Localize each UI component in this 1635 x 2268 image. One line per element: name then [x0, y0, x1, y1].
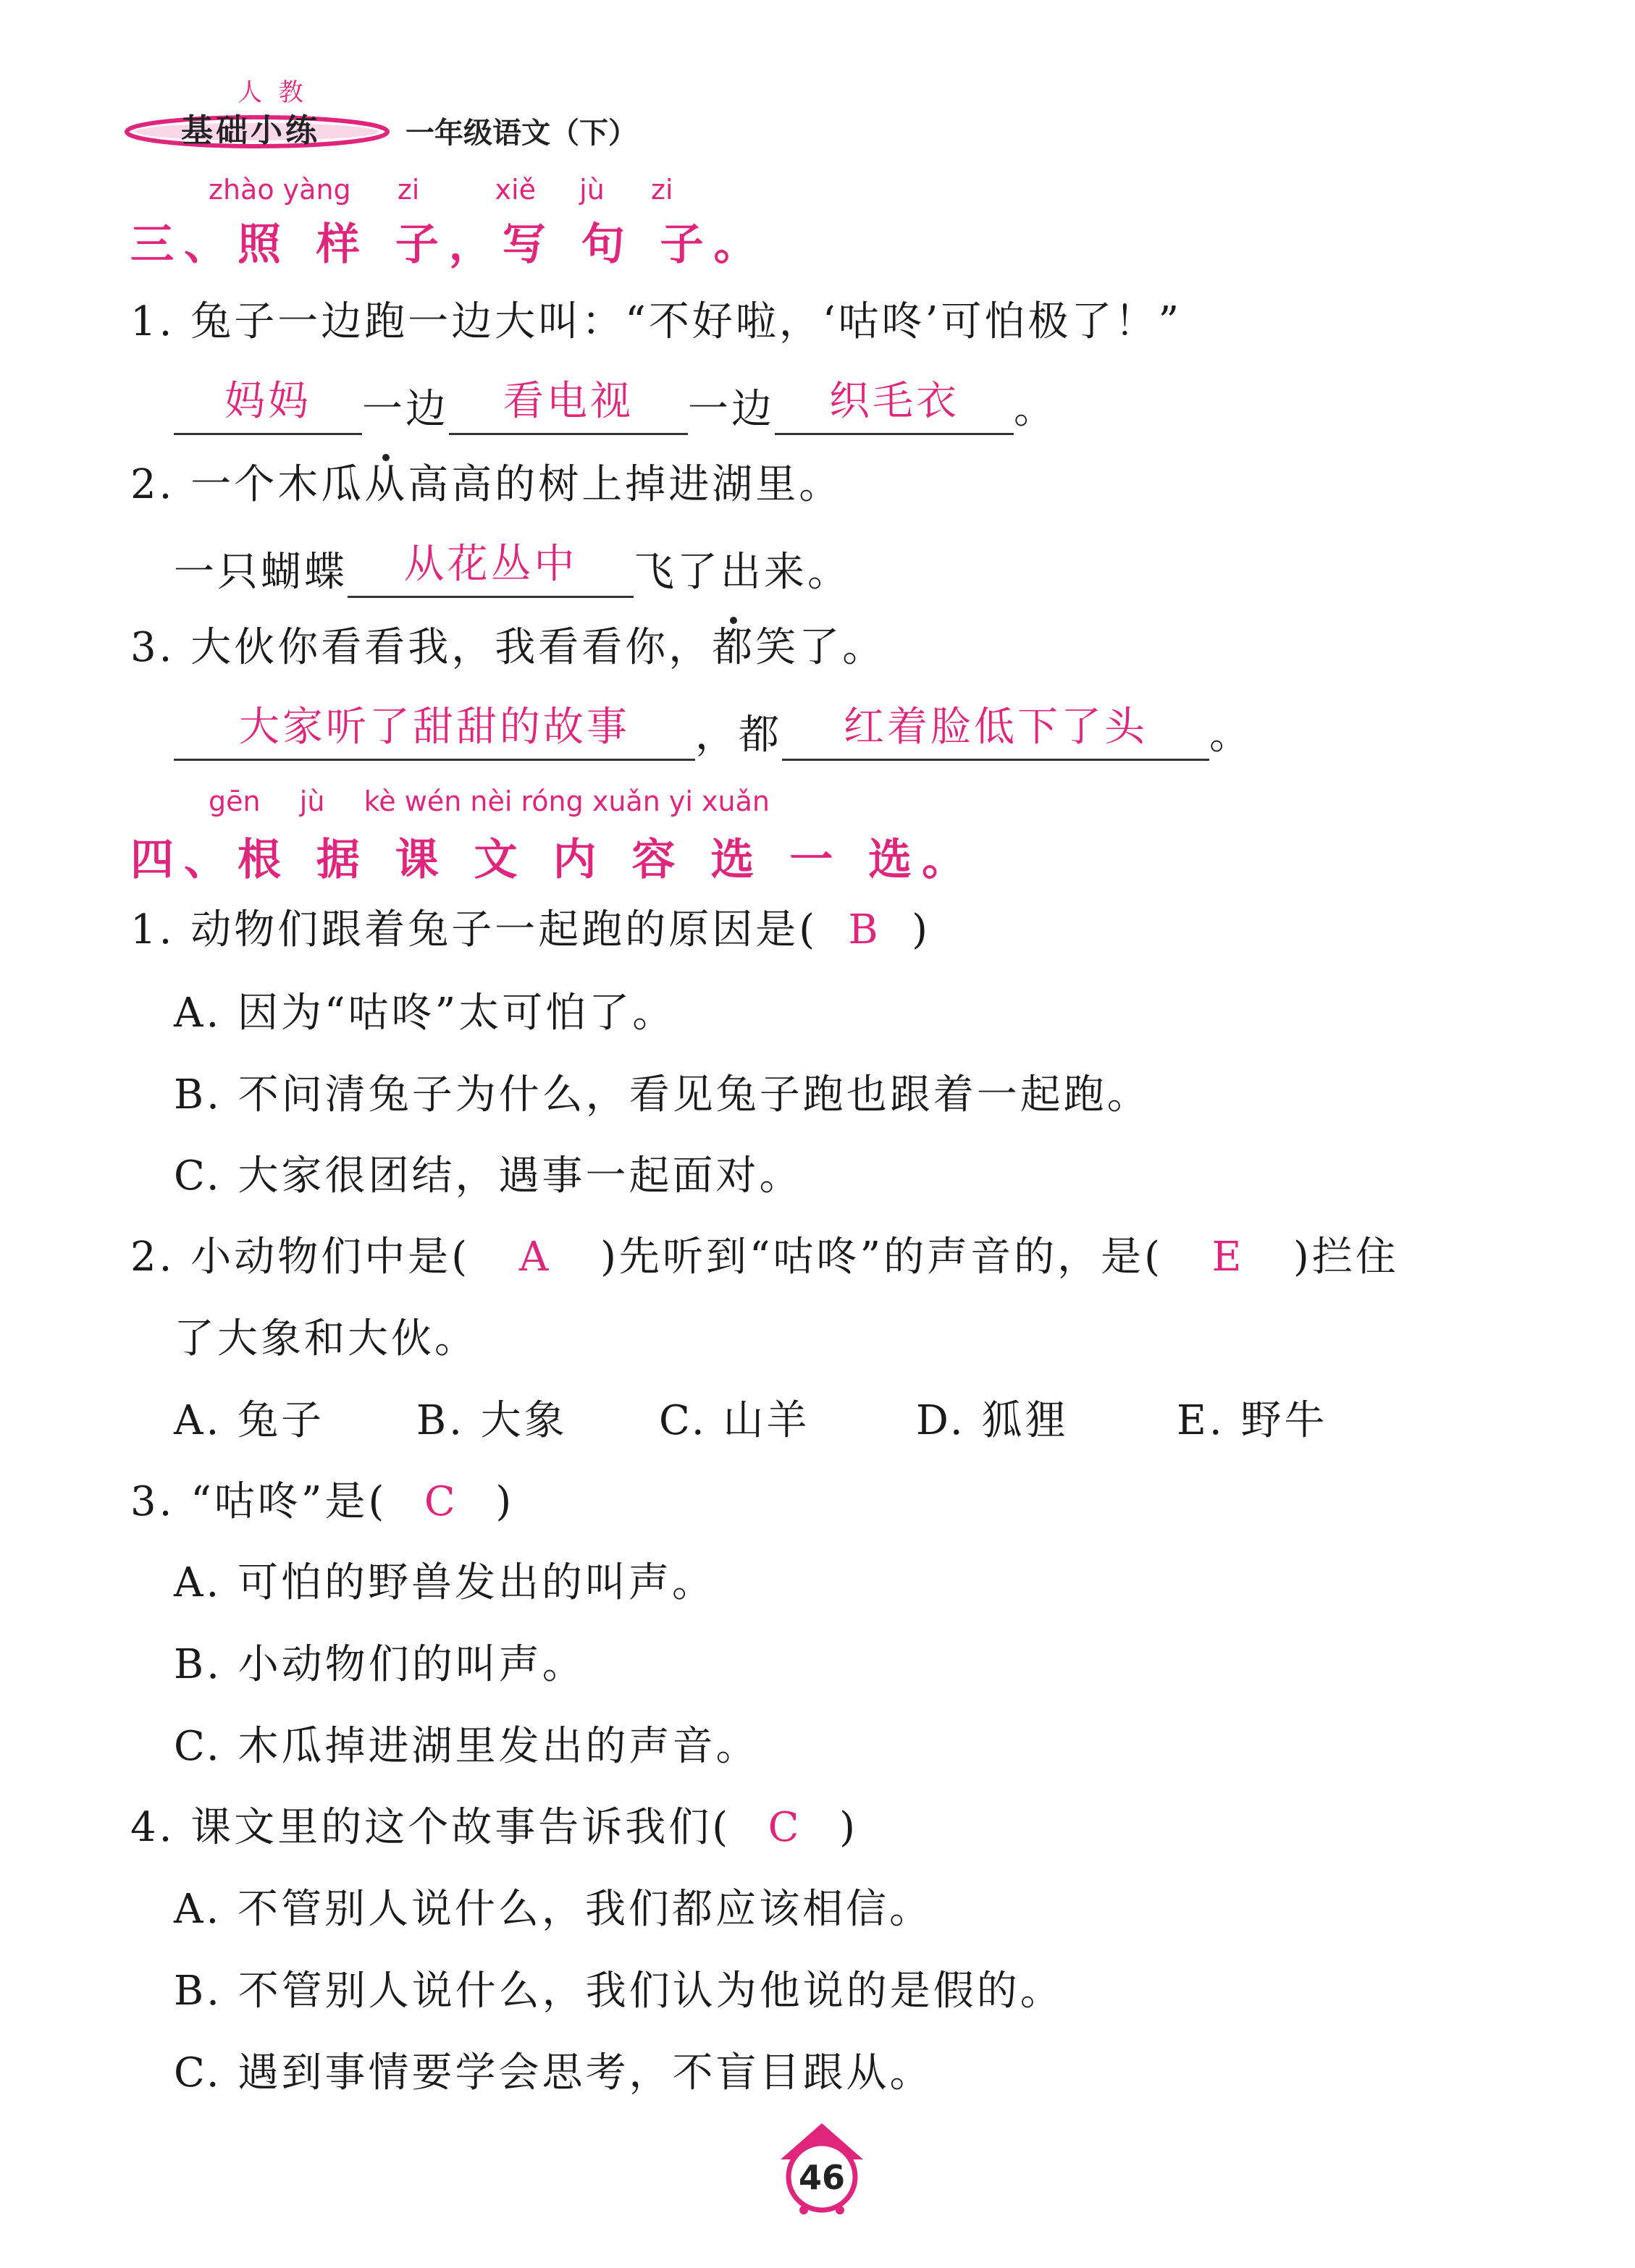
s4-q4-option-b: B. 不管别人说什么，我们认为他说的是假的。 — [174, 1968, 1064, 2015]
page-number: 46 — [798, 2158, 845, 2197]
s4-q4-post: ) — [839, 1804, 858, 1851]
s3-q1-blank2[interactable]: 看电视 — [449, 376, 688, 435]
section4-title: 四、根 据 课 文 内 容 选 一 选。 — [130, 835, 976, 885]
s4-q2-option-c: C. 山羊 — [659, 1397, 810, 1444]
s3-q1-answer-line — [174, 376, 1057, 435]
section3-title: 三、照 样 子，写 句 子。 — [130, 219, 768, 270]
s3-q1-blank1[interactable]: 妈妈 — [174, 376, 362, 435]
s4-q2-text — [130, 1232, 1399, 1283]
s4-q4-option-c: C. 遇到事情要学会思考，不盲目跟从。 — [174, 2049, 933, 2096]
s4-q1-pre: 1. 动物们跟着兔子一起跑的原因是( — [130, 906, 818, 953]
brand-title: 基础小练 — [181, 112, 320, 149]
section4-pinyin — [209, 785, 770, 817]
s4-q1-answer[interactable]: B — [848, 906, 881, 953]
s4-q4-option-a: A. 不管别人说什么，我们都应该相信。 — [174, 1886, 933, 1933]
s3-q2-blank[interactable]: 从花丛中 — [348, 539, 634, 598]
s4-q3-option-b: B. 小动物们的叫声。 — [174, 1641, 586, 1688]
s3-q1-end: 。 — [1014, 386, 1057, 433]
s3-q1-text: 1. 兔子一边跑一边大叫：“不好啦，‘咕咚’可怕极了！” — [130, 298, 1182, 345]
pinyin-gen: gēn — [209, 785, 261, 817]
pinyin-ju: jù — [579, 174, 605, 206]
s3-q2-answer-line — [174, 539, 851, 598]
s4-q1-option-a: A. 因为“咕咚”太可怕了。 — [174, 990, 676, 1037]
header — [123, 72, 644, 152]
pinyin-rong: róng — [521, 785, 584, 817]
pinyin-yi: yi — [668, 785, 693, 817]
s4-q4-answer[interactable]: C — [768, 1804, 802, 1851]
pinyin-ju-2: jù — [299, 785, 325, 817]
s4-q2-answer1[interactable]: A — [518, 1234, 552, 1281]
s3-q1-sep1: 一边 — [362, 386, 449, 433]
s3-q1-sep2: 一边 — [688, 386, 775, 433]
s4-q2-pre: 2. 小动物们中是( — [130, 1234, 471, 1281]
s3-q3-answer-line — [174, 702, 1253, 761]
pinyin-yang: yàng — [282, 174, 351, 206]
section3-pinyin — [209, 174, 673, 206]
pinyin-xie: xiě — [495, 174, 536, 206]
s4-q2-option-b: B. 大象 — [416, 1397, 568, 1444]
s3-q3-dot-char: 都 — [712, 624, 756, 671]
s4-q3-option-c: C. 木瓜掉进湖里发出的声音。 — [174, 1723, 760, 1770]
s4-q2-post: )拦住 — [1293, 1234, 1399, 1281]
s4-q2-answer2[interactable]: E — [1211, 1234, 1245, 1281]
s3-q2-line2-pre: 一只蝴蝶 — [174, 549, 348, 596]
pinyin-xuan: xuǎn — [592, 785, 660, 817]
s4-q1-post: ) — [912, 906, 930, 953]
s4-q1-option-c: C. 大家很团结，遇事一起面对。 — [174, 1152, 803, 1200]
s3-q3-end: 。 — [1209, 712, 1253, 759]
s4-q3-pre: 3. “咕咚”是( — [130, 1478, 387, 1525]
pinyin-xuan-2: xuǎn — [702, 785, 770, 817]
s4-q2-options — [174, 1396, 1327, 1446]
s4-q3-text — [130, 1477, 514, 1527]
s3-q3-post: 笑了。 — [755, 624, 886, 671]
s3-q2-dot-char: 从 — [364, 461, 408, 508]
s4-q3-answer[interactable]: C — [424, 1478, 458, 1525]
s3-q3-blank2[interactable]: 红着脸低下了头 — [782, 702, 1209, 761]
s4-q2-option-e: E. 野牛 — [1177, 1397, 1328, 1444]
s3-q3-pre: 3. 大伙你看看我，我看看你， — [130, 624, 713, 671]
s4-q2-mid: )先听到“咕咚”的声音的，是( — [600, 1234, 1164, 1281]
pinyin-zi-2: zi — [651, 174, 673, 206]
s3-q3-text — [130, 623, 886, 673]
brand-small: 人 教 — [238, 78, 308, 107]
s3-q2-post: 高高的树上掉进湖里。 — [408, 461, 843, 508]
pinyin-wen: wén — [404, 785, 462, 817]
s4-q2-option-a: A. 兔子 — [174, 1397, 325, 1444]
pinyin-nei: nèi — [470, 785, 513, 817]
pinyin-zi: zi — [397, 174, 420, 206]
s4-q1-text — [130, 905, 930, 956]
s3-q2-pre: 2. 一个木瓜 — [130, 461, 365, 508]
s3-q1-blank3[interactable]: 织毛衣 — [775, 376, 1014, 435]
s3-q2-line2-post: 飞了出来。 — [634, 549, 851, 596]
s3-q3-blank1[interactable]: 大家听了甜甜的故事 — [174, 702, 695, 761]
pinyin-zhao: zhào — [209, 174, 274, 206]
s3-q2-text — [130, 460, 842, 510]
pinyin-ke: kè — [363, 785, 396, 817]
s4-q4-pre: 4. 课文里的这个故事告诉我们( — [130, 1804, 731, 1851]
subject-label: 一年级语文（下） — [405, 117, 637, 150]
s4-q4-text — [130, 1803, 858, 1853]
s4-q3-option-a: A. 可怕的野兽发出的叫声。 — [174, 1559, 716, 1606]
s4-q3-post: ) — [495, 1478, 515, 1525]
s3-q3-sep: ，都 — [695, 712, 782, 759]
s4-q1-option-b: B. 不问清兔子为什么，看见兔子跑也跟着一起跑。 — [174, 1071, 1151, 1118]
s4-q2-line2: 了大象和大伙。 — [174, 1315, 478, 1362]
s4-q2-option-d: D. 狐狸 — [916, 1397, 1069, 1444]
page-number-badge — [775, 2117, 869, 2219]
